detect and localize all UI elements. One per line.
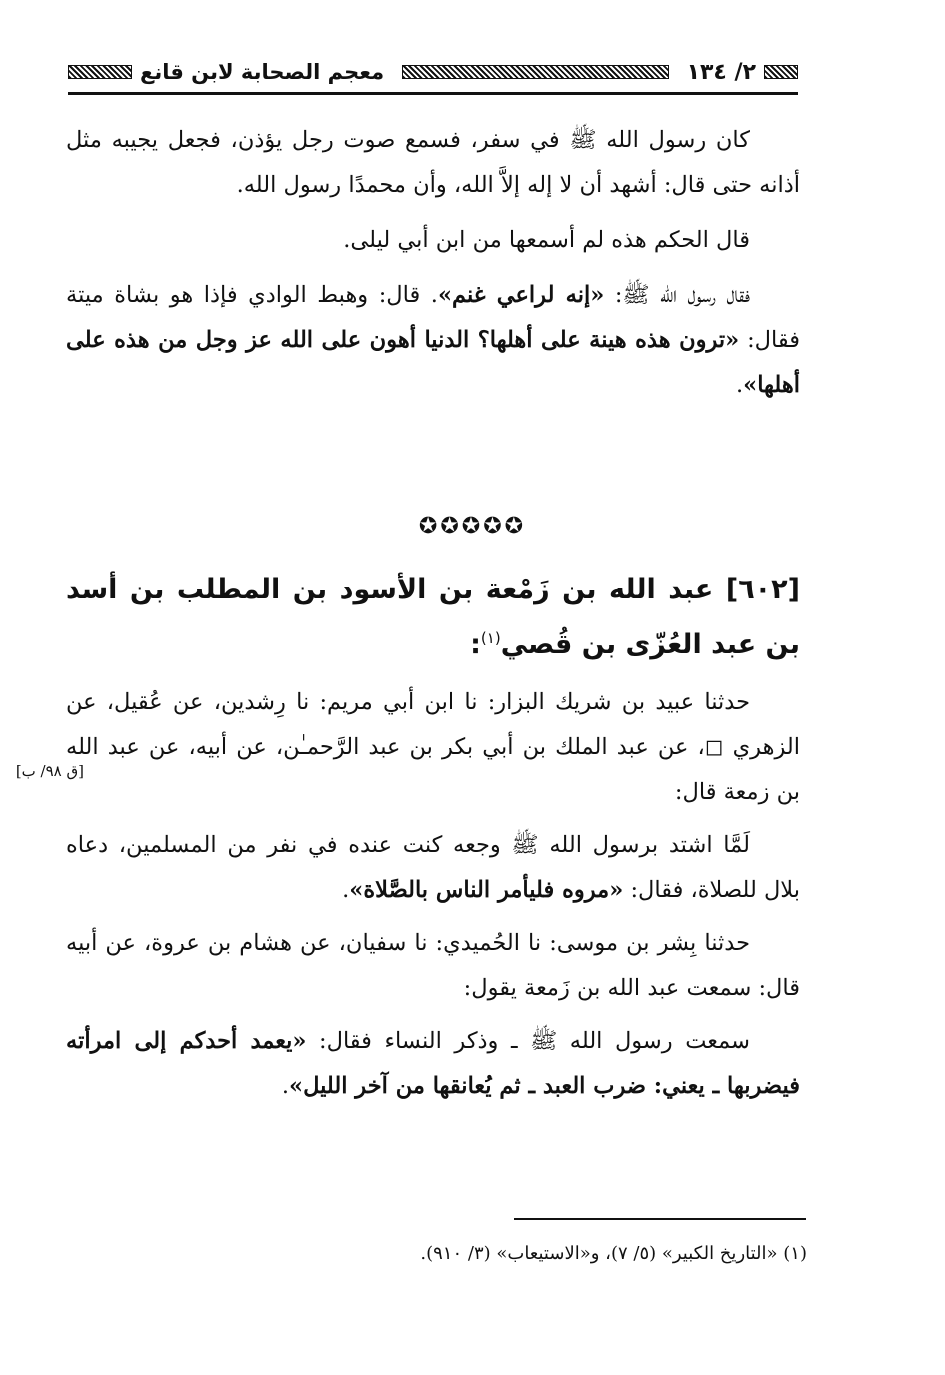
manuscript-folio-note: [ق ٩٨/ ب] [15,762,84,780]
paragraph-isnad-1: حدثنا عبيد بن شريك البزار: نا ابن أبي مريم: نا رِشدين، عن عُقيل، عن الزهري ◻، عن عبد الملك بن أبي بكر بن عبد الرَّحمـٰن، عن أبيه، عن عبد الله بن زمعة قال: [66,689,800,805]
footnote: (١) «التاريخ الكبير» (٥/ ٧)، و«الاستيعاب» (٣/ ٩١٠). [420,1243,807,1264]
paragraph-adhan: كان رسول الله ﷺ في سفر، فسمع صوت رجل يؤذن، فجعل يجيبه مثل أذانه حتى قال: أشهد أن لا إله إلاَّ الله، وأن محمدًا رسول الله. [66,127,800,198]
paragraph-isnad-2: حدثنا بِشر بن موسى: نا الحُميدي: نا سفيان، عن هشام بن عروة، عن أبيه قال: سمعت عبد الله بن زَمعة يقول: [66,930,800,1001]
hadith-quote: «ترون هذه هينة على أهلها؟ الدنيا أهون على الله عز وجل من هذه على أهلها» [66,327,800,398]
header-ornament-left [68,65,132,79]
footnote-ref: (١) [480,629,501,647]
entry-title [66,566,800,669]
para7-end: . [281,1073,289,1099]
running-header [68,52,798,95]
para3-end: . [735,372,744,398]
hadith-quote: «يعمد أحدكم إلى امرأته فيضربها ـ يعني: ضرب العبد ـ ثم يُعانقها من آخر الليل» [66,1028,800,1099]
header-title: معجم الصحابة لابن قانع [140,60,385,84]
para5-end: . [342,877,350,903]
para3-before: فقال رسول الله ﷺ: [614,282,751,308]
text-block-entry [66,680,800,1109]
page-number: ٢/ ١٣٤ [686,59,756,85]
entry-title-text: [٦٠٢] عبد الله بن زَمْعة بن الأسود بن المطلب بن أسد بن عبد العُزّى بن قُصي [66,574,800,660]
header-ornament-middle [402,65,668,79]
hadith-quote: «مروه فليأمر الناس بالصَّلاة» [349,877,624,903]
header-ornament-right [764,65,798,79]
hadith-quote: «إنه لراعي غنم» [437,282,605,308]
paragraph-hakam: قال الحكم هذه لم أسمعها من ابن أبي ليلى. [343,227,750,253]
footnote-separator [514,1218,806,1220]
para3-middle: . قال: وهبط الوادي فإذا هو بشاة ميتة فقال: [66,282,800,353]
paragraph-dead-sheep [66,273,800,408]
entry-title-colon: : [470,629,481,660]
paragraph-prayer [66,823,800,913]
section-separator: ✪✪✪✪✪ [418,514,527,539]
text-block-top [66,118,800,408]
paragraph-women [66,1019,800,1109]
para5-before: لَمَّا اشتد برسول الله ﷺ وجعه كنت عنده في نفر من المسلمين، دعاه بلال للصلاة، فقال: [66,832,800,903]
para7-before: سمعت رسول الله ﷺ ـ وذكر النساء فقال: [319,1028,750,1054]
